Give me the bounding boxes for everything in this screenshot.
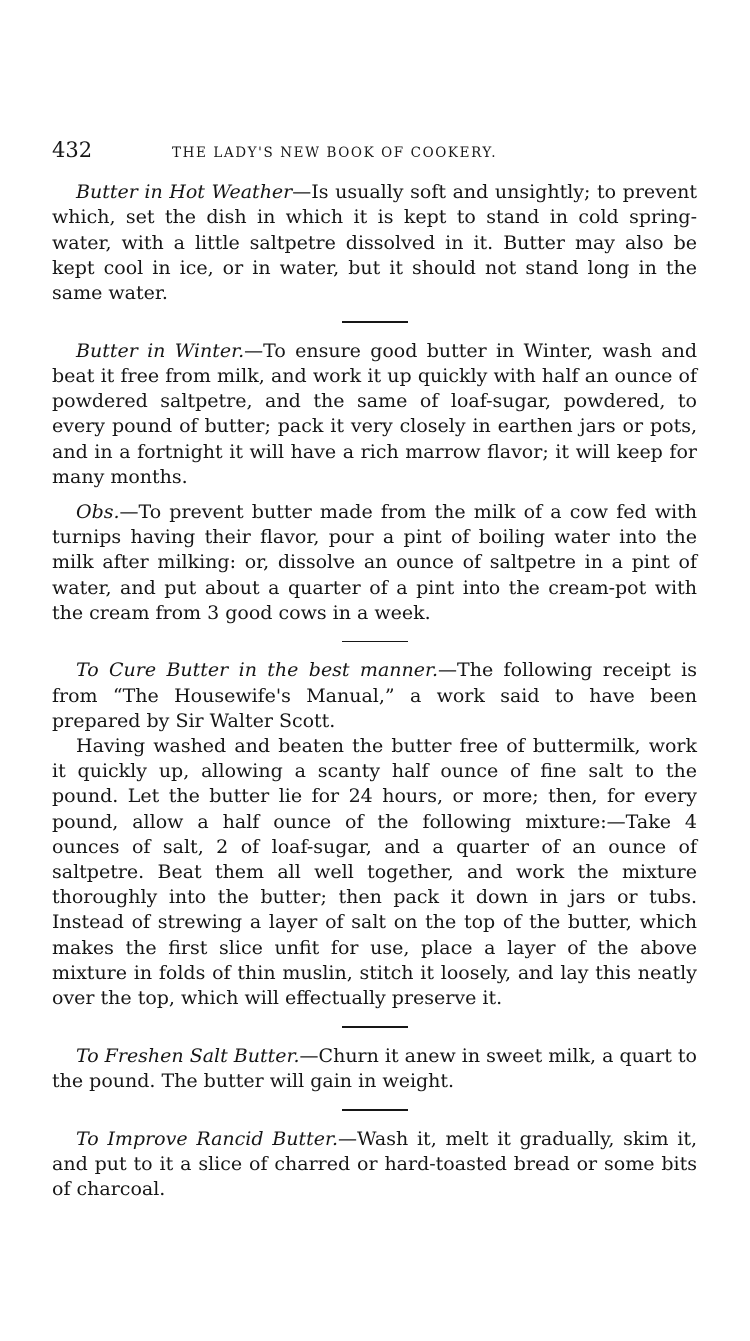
recipe-butter-hot-weather (52, 180, 697, 306)
page-number: 432 (52, 138, 93, 162)
recipe-butter-winter (52, 339, 697, 490)
section-divider (342, 641, 408, 643)
recipe-observation (52, 500, 697, 626)
recipe-cure-butter-method (52, 734, 697, 1011)
section-divider (342, 1026, 408, 1028)
paragraph-gap (52, 490, 697, 500)
recipe-text: Having washed and beaten the butter free of buttermilk, work it quickly up, allowing a scanty half ounce of fine salt to the pound. Let the butter lie for 24 hours, or more; then, for every pound, allow a half ounce of the following mixture:—Take 4 ounces of salt, 2 of loaf-sugar, and a quarter of an ounce of saltpetre. Beat them all well together, and work the mixture thoroughly into the butter; then pack it down in jars or tubs. Instead of strewing a layer of salt on the top of the butter, which makes the first slice unfit for use, place a layer of the above mixture in folds of thin muslin, stitch it loosely, and lay this neatly over the top, which will effectually preserve it. (52, 735, 697, 1010)
running-head: THE LADY'S NEW BOOK OF COOKERY. (172, 145, 498, 161)
recipe-title: To Freshen Salt Butter. (76, 1044, 300, 1067)
obs-text: —To prevent butter made from the milk of a cow fed with turnips having their flavor, pour a pint of boiling water into the milk after milking: or, dissolve an ounce of saltpetre in a pint of water, and put about a quarter of a pint into the cream-pot with the cream from 3 good cows in a week. (52, 500, 697, 624)
recipe-text: —Is usually soft and unsightly; to prevent which, set the dish in which it is kept to stand in cold spring-water, with a little saltpetre dissolved in it. Butter may also be kept cool in ice, or in water, but it should not stand long in the same water. (52, 181, 698, 305)
recipe-title: To Improve Rancid Butter. (76, 1127, 339, 1150)
obs-label: Obs. (76, 500, 120, 523)
page-header (52, 138, 697, 166)
recipe-freshen-salt-butter (52, 1044, 697, 1094)
recipe-text: —The following receipt is from “The Housewife's Manual,” a work said to have been prepared by Sir Walter Scott. (52, 659, 697, 732)
recipe-text: —Wash it, melt it gradually, skim it, and put to it a slice of charred or hard-toasted bread or some bits of charcoal. (52, 1127, 698, 1201)
recipe-cure-butter (52, 658, 697, 734)
section-divider (342, 1109, 408, 1111)
book-page (52, 138, 697, 1202)
recipe-title: Butter in Hot Weather (76, 181, 293, 204)
recipe-title: Butter in Winter. (76, 339, 245, 362)
recipe-improve-rancid-butter (52, 1127, 697, 1203)
recipe-title: To Cure Butter in the best manner. (76, 659, 439, 682)
section-divider (342, 321, 408, 323)
recipe-text: —Churn it anew in sweet milk, a quart to the pound. The butter will gain in weight. (52, 1044, 697, 1092)
recipe-text: —To ensure good butter in Winter, wash and beat it free from milk, and work it up quickly with half an ounce of powdered saltpetre, and the same of loaf-sugar, powdered, to every pound of butter; pack it very closely in earthen jars or pots, and in a fortnight it will have a rich marrow flavor; it will keep for many months. (52, 339, 697, 488)
